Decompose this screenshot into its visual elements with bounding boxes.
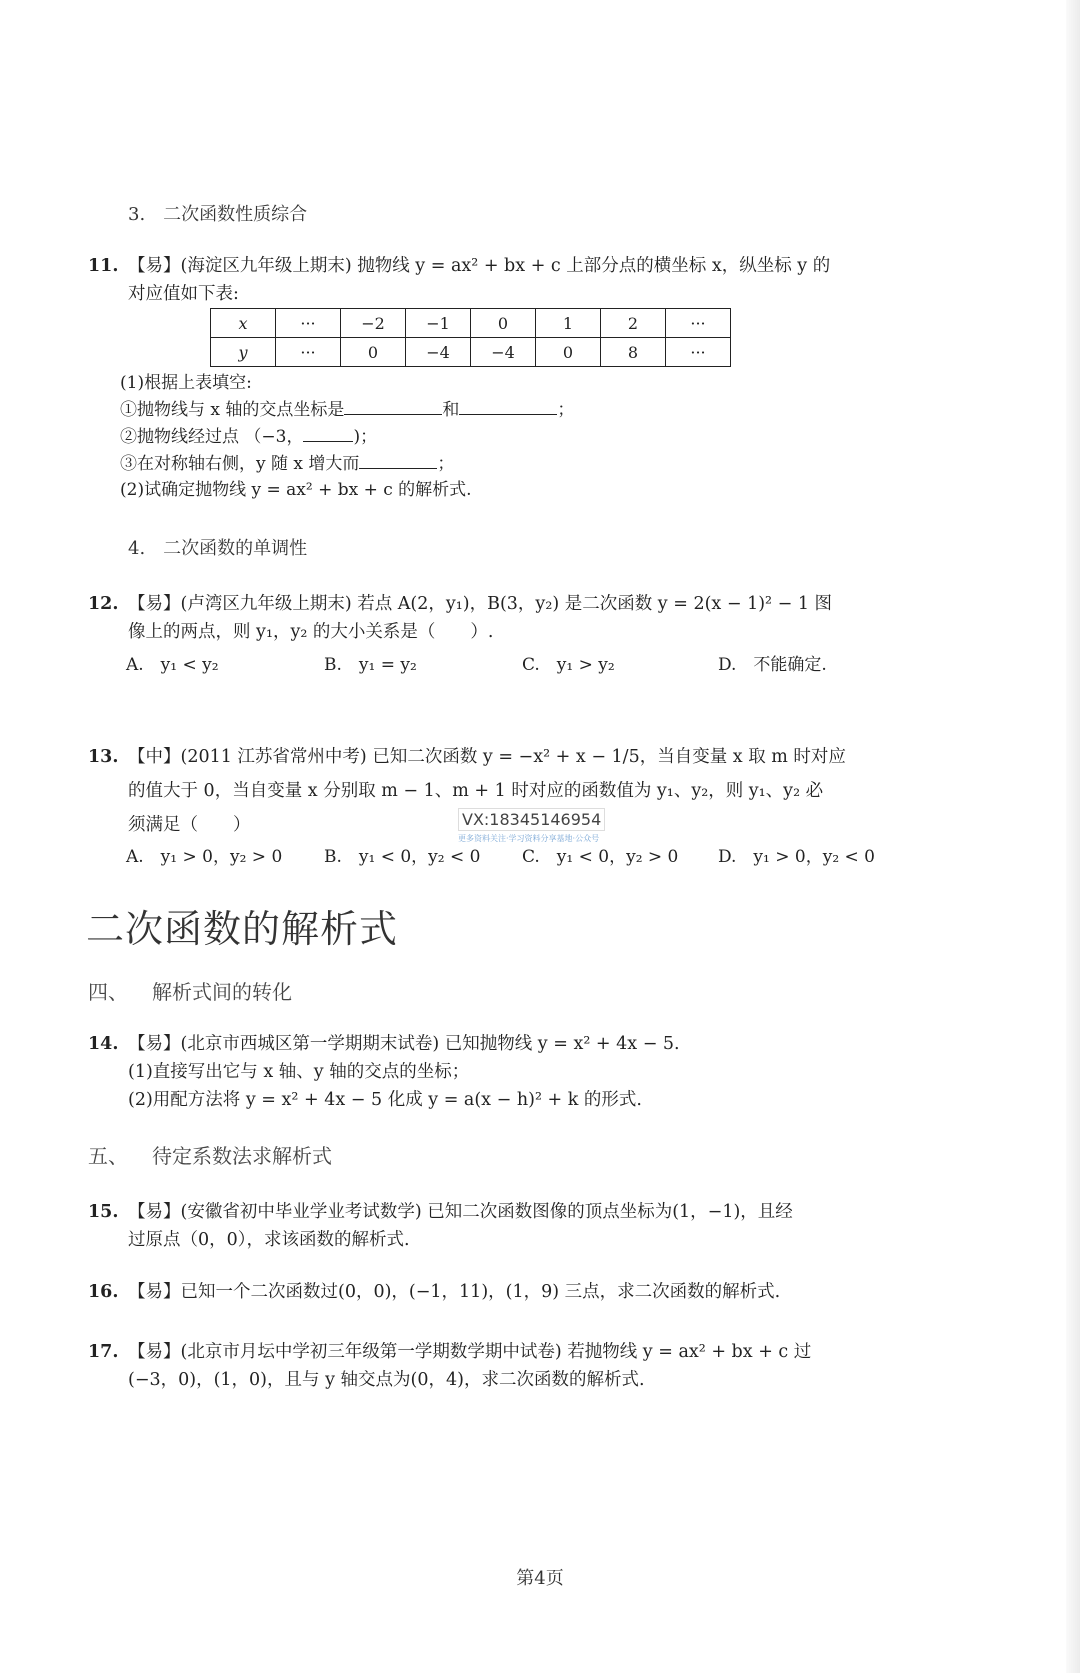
part-title: 待定系数法求解析式 <box>152 1144 332 1168</box>
table-cell: ··· <box>276 338 341 367</box>
answer-blank[interactable] <box>344 396 442 415</box>
question-text: 过原点（0，0），求该函数的解析式. <box>128 1230 410 1250</box>
question-number: 14. <box>88 1034 119 1054</box>
question-text: 【易】(海淀区九年级上期末) 抛物线 y = ax² + bx + c 上部分点的横坐标 x，纵坐标 y 的 <box>128 256 831 276</box>
table-cell: ··· <box>666 338 731 367</box>
question-number: 16. <box>88 1282 119 1302</box>
watermark-subtext: 更多资料关注·学习资料分享基地·公众号 <box>458 834 600 843</box>
fill-text: )； <box>353 427 378 447</box>
question-15 <box>88 1198 793 1254</box>
question-text: 【易】(北京市西城区第一学期期末试卷) 已知抛物线 y = x² + 4x − 5. <box>128 1034 680 1054</box>
part-label: 五、 <box>88 1144 128 1168</box>
question-14 <box>88 1030 680 1114</box>
table-cell: −4 <box>471 338 536 367</box>
fill-item-1 <box>120 396 574 423</box>
fill-item-2 <box>120 423 574 450</box>
table-cell: y <box>211 338 276 367</box>
part-heading-5 <box>88 1140 332 1169</box>
question-text: 【易】(卢湾区九年级上期末) 若点 A(2，y₁)，B(3，y₂) 是二次函数 y = 2(x − 1)² − 1 图 <box>128 594 833 614</box>
fill-text: ①抛物线与 x 轴的交点坐标是 <box>120 400 345 420</box>
question-text: (−3，0)，(1，0)，且与 y 轴交点为(0，4)，求二次函数的解析式. <box>128 1370 645 1390</box>
question-number: 11. <box>88 256 119 276</box>
page-number: 第4页 <box>516 1568 564 1589</box>
table-cell: 0 <box>471 309 536 338</box>
answer-blank[interactable] <box>359 450 437 469</box>
answer-blank[interactable] <box>303 423 353 442</box>
option-c: C. y₁ < 0，y₂ > 0 <box>522 847 679 867</box>
part-2-label: (2)试确定抛物线 y = ax² + bx + c 的解析式. <box>120 480 472 500</box>
part-label: 四、 <box>88 980 128 1004</box>
question-text: 【中】(2011 江苏省常州中考) 已知二次函数 y = −x² + x − 1/5，当自变量 x 取 m 时对应 <box>128 747 846 767</box>
fill-text: ； <box>437 454 455 474</box>
option-c: C. y₁ > y₂ <box>522 655 615 675</box>
option-a: A. y₁ > 0，y₂ > 0 <box>126 847 283 867</box>
question-12 <box>88 590 832 646</box>
table-cell: 0 <box>536 338 601 367</box>
question-11-parts <box>120 370 574 503</box>
fill-text: ②抛物线经过点 （−3， <box>120 427 304 447</box>
question-text: (1)直接写出它与 x 轴、y 轴的交点的坐标； <box>128 1062 470 1082</box>
question-text: 须满足（ ） <box>128 815 251 835</box>
fill-text: ③在对称轴右侧，y 随 x 增大而 <box>120 454 360 474</box>
table-cell: −4 <box>406 338 471 367</box>
question-text: 【易】(安徽省初中毕业学业考试数学) 已知二次函数图像的顶点坐标为(1，−1)，且经 <box>128 1202 793 1222</box>
table-cell: x <box>211 309 276 338</box>
table-cell: 2 <box>601 309 666 338</box>
table-cell: 0 <box>341 338 406 367</box>
section-heading-4: 4. 二次函数的单调性 <box>128 538 308 559</box>
question-number: 12. <box>88 594 119 614</box>
fill-text: ； <box>557 400 575 420</box>
question-number: 17. <box>88 1342 119 1362</box>
fill-item-3 <box>120 450 574 477</box>
section-heading-3: 3. 二次函数性质综合 <box>128 204 308 225</box>
fill-text: 和 <box>442 400 460 420</box>
option-d: D. 不能确定. <box>718 655 827 675</box>
question-number: 15. <box>88 1202 119 1222</box>
table-cell: ··· <box>276 309 341 338</box>
table-cell: ··· <box>666 309 731 338</box>
part-title: 解析式间的转化 <box>152 980 292 1004</box>
question-text: (2)用配方法将 y = x² + 4x − 5 化成 y = a(x − h)² + k 的形式. <box>128 1090 642 1110</box>
value-table <box>210 308 731 367</box>
watermark-text: VX:18345146954 <box>458 808 605 831</box>
option-b: B. y₁ < 0，y₂ < 0 <box>324 847 481 867</box>
page-edge <box>1066 0 1080 1673</box>
chapter-title: 二次函数的解析式 <box>86 907 399 951</box>
option-b: B. y₁ = y₂ <box>324 655 417 675</box>
question-text: 的值大于 0，当自变量 x 分别取 m − 1、m + 1 时对应的函数值为 y₁、y₂，则 y₁、y₂ 必 <box>128 781 824 801</box>
part-1-label: (1)根据上表填空: <box>120 373 252 393</box>
table-cell: 8 <box>601 338 666 367</box>
question-17 <box>88 1338 811 1394</box>
question-16 <box>88 1278 780 1306</box>
table-cell: −1 <box>406 309 471 338</box>
table-cell: −2 <box>341 309 406 338</box>
table-cell: 1 <box>536 309 601 338</box>
question-number: 13. <box>88 747 119 767</box>
table-row-x <box>211 309 731 338</box>
option-a: A. y₁ < y₂ <box>126 655 219 675</box>
question-text: 像上的两点，则 y₁，y₂ 的大小关系是（ ）. <box>128 622 494 642</box>
question-text: 对应值如下表: <box>128 284 239 304</box>
table-row-y <box>211 338 731 367</box>
watermark <box>458 808 605 844</box>
question-text: 【易】已知一个二次函数过(0，0)，(−1，11)，(1，9) 三点，求二次函数的解析式. <box>128 1282 781 1302</box>
option-d: D. y₁ > 0，y₂ < 0 <box>718 847 876 867</box>
part-heading-4 <box>88 976 292 1005</box>
question-text: 【易】(北京市月坛中学初三年级第一学期数学期中试卷) 若抛物线 y = ax² + bx + c 过 <box>128 1342 812 1362</box>
answer-blank[interactable] <box>459 396 557 415</box>
question-11 <box>88 252 830 308</box>
